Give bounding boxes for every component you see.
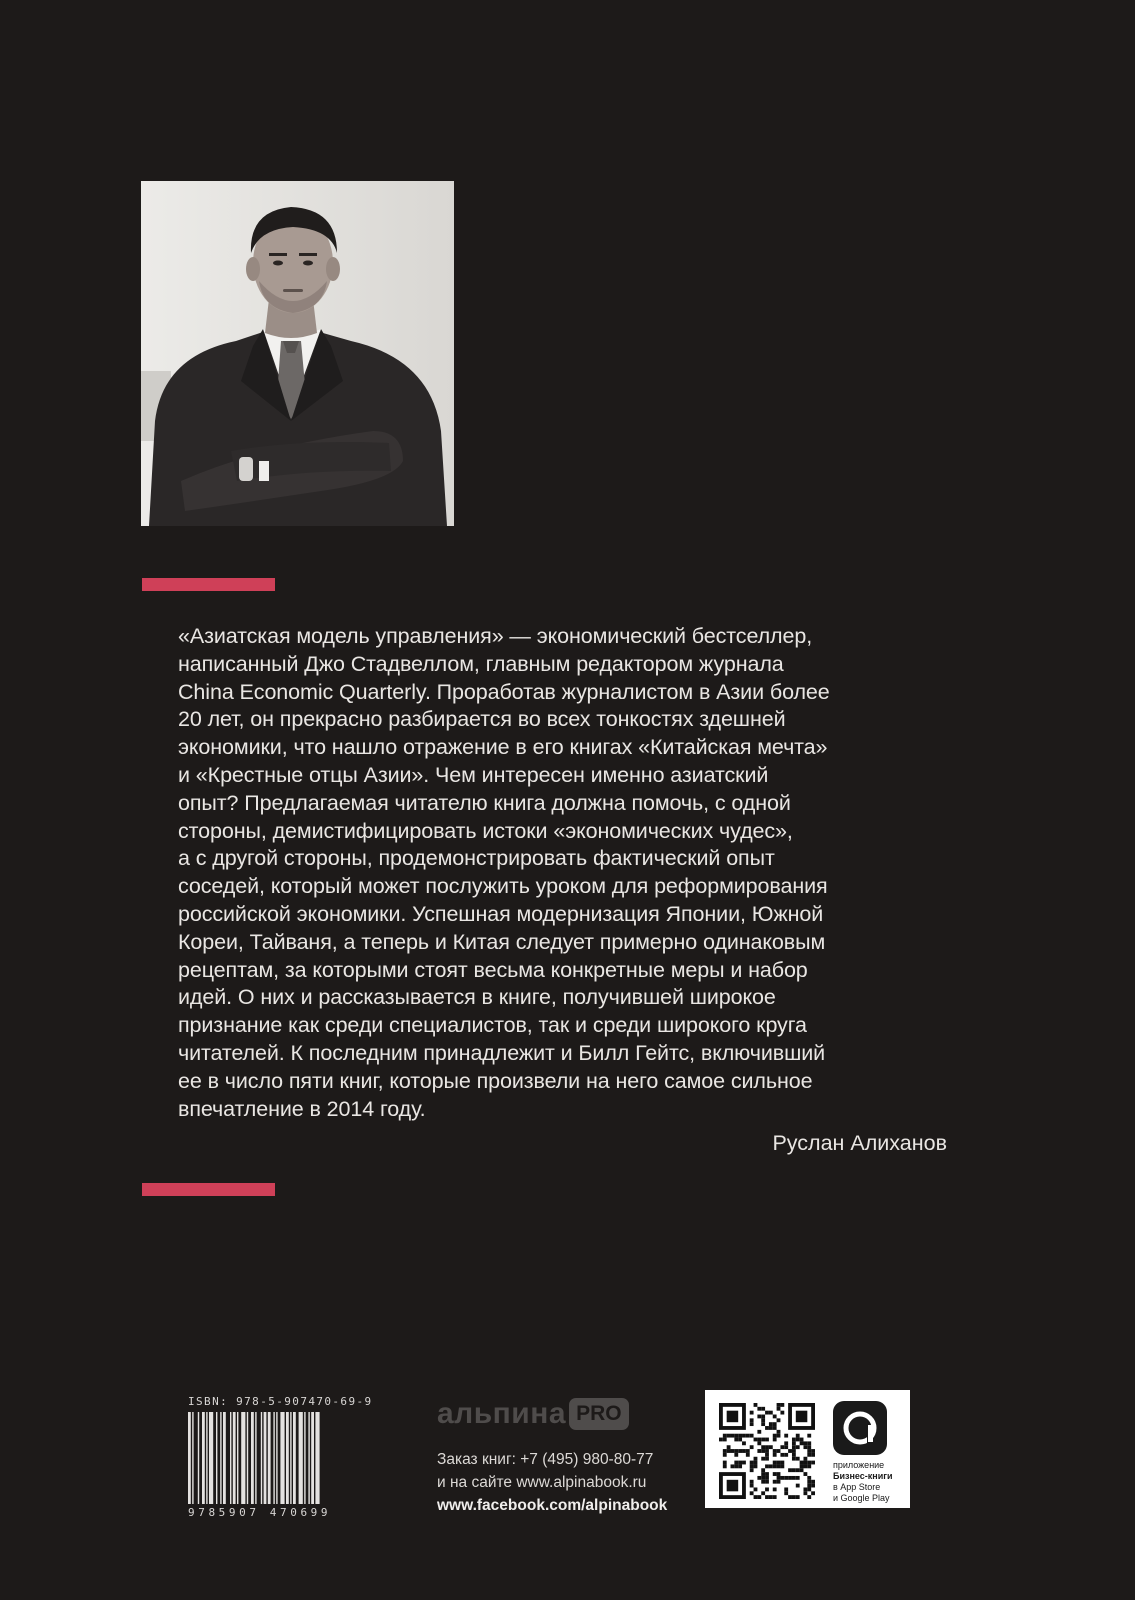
qr-module: [738, 1449, 742, 1453]
qr-module: [773, 1453, 777, 1457]
qr-module: [750, 1411, 754, 1415]
qr-module: [742, 1441, 746, 1445]
qr-module: [773, 1422, 777, 1426]
qr-module: [754, 1438, 758, 1442]
barcode-bar: [311, 1412, 314, 1504]
qr-module: [731, 1449, 735, 1453]
app-name: Бизнес-книги: [833, 1471, 893, 1481]
qr-module: [777, 1430, 781, 1434]
barcode-bar: [230, 1412, 231, 1504]
qr-module: [769, 1445, 773, 1449]
qr-module: [761, 1415, 765, 1419]
qr-module: [719, 1438, 723, 1442]
qr-module: [769, 1411, 773, 1415]
qr-module: [723, 1453, 727, 1457]
qr-module: [780, 1403, 784, 1407]
qr-module: [784, 1487, 788, 1491]
qr-module: [796, 1411, 808, 1423]
qr-module: [761, 1422, 765, 1426]
alpina-logo-icon: [841, 1409, 879, 1447]
blurb-line: написанный Джо Стадвеллом, главным редактором журнала: [178, 651, 784, 676]
qr-module: [777, 1461, 781, 1465]
qr-module: [738, 1464, 742, 1468]
barcode-bar: [198, 1412, 199, 1504]
qr-module: [723, 1464, 727, 1468]
qr-module: [765, 1472, 769, 1476]
qr-module: [792, 1438, 796, 1442]
app-promo: [705, 1390, 910, 1508]
blurb-line: рецептам, за которыми стоят весьма конкретные меры и набор: [178, 957, 808, 982]
qr-module: [807, 1461, 811, 1465]
qr-module: [807, 1445, 811, 1449]
blurb-line: ее в число пяти книг, которые произвели на него самое сильное: [178, 1068, 813, 1093]
qr-module: [750, 1434, 754, 1438]
qr-module: [784, 1445, 788, 1449]
qr-module: [765, 1453, 769, 1457]
qr-module: [738, 1461, 742, 1465]
app-caption: [833, 1460, 908, 1504]
qr-module: [807, 1464, 811, 1468]
qr-module: [765, 1457, 769, 1461]
barcode-bar: [286, 1412, 289, 1504]
qr-module: [777, 1472, 781, 1476]
qr-module: [765, 1411, 769, 1415]
barcode-bar: [237, 1412, 238, 1504]
qr-module: [777, 1464, 781, 1468]
qr-module: [773, 1461, 777, 1465]
facebook-link[interactable]: www.facebook.com/alpinabook: [437, 1497, 668, 1514]
blurb-line: 20 лет, он прекрасно разбирается во всех тонкостях здешней: [178, 707, 786, 732]
qr-module: [788, 1495, 792, 1499]
barcode-bar: [264, 1412, 267, 1504]
qr-module: [811, 1449, 815, 1453]
blurb-line: и «Крестные отцы Азии». Чем интересен именно азиатский: [178, 762, 769, 787]
qr-module: [773, 1415, 777, 1419]
qr-module: [807, 1480, 811, 1484]
qr-module: [734, 1461, 738, 1465]
qr-module: [796, 1457, 800, 1461]
publisher-logo: [437, 1397, 687, 1431]
qr-module: [792, 1476, 796, 1480]
qr-module: [765, 1487, 769, 1491]
barcode-bar: [233, 1412, 236, 1504]
qr-module: [761, 1476, 765, 1480]
barcode-bar: [308, 1412, 309, 1504]
qr-module: [757, 1449, 761, 1453]
accent-bar-bottom: [142, 1183, 275, 1196]
barcode-bar: [192, 1412, 193, 1504]
publisher-name: альпина: [437, 1397, 567, 1430]
qr-module: [811, 1461, 815, 1465]
barcode-bar: [255, 1412, 256, 1504]
qr-module: [757, 1430, 761, 1434]
barcode-bar: [290, 1412, 291, 1504]
blurb-line: читателей. К последним принадлежит и Билл Гейтс, включивший: [178, 1040, 826, 1065]
qr-module: [780, 1464, 784, 1468]
barcode-bar: [247, 1412, 248, 1504]
qr-module: [754, 1457, 758, 1461]
qr-module: [761, 1480, 765, 1484]
qr-module: [723, 1434, 727, 1438]
qr-module: [765, 1449, 769, 1453]
qr-module: [803, 1472, 807, 1476]
qr-module: [769, 1422, 773, 1426]
qr-module: [727, 1434, 731, 1438]
qr-module: [761, 1445, 765, 1449]
qr-module: [800, 1461, 804, 1465]
blurb-line: China Economic Quarterly. Проработав журналистом в Азии более: [178, 679, 830, 704]
qr-module: [746, 1434, 750, 1438]
qr-module: [792, 1495, 796, 1499]
blurb-line: соседей, который может послужить уроком для реформирования: [178, 874, 828, 899]
qr-module: [750, 1484, 754, 1488]
qr-module: [765, 1464, 769, 1468]
barcode-bar: [280, 1412, 284, 1504]
qr-module: [803, 1457, 807, 1461]
qr-module: [723, 1461, 727, 1465]
qr-module: [792, 1457, 796, 1461]
qr-module: [769, 1426, 773, 1430]
qr-module: [734, 1438, 738, 1442]
qr-module: [769, 1464, 773, 1468]
qr-module: [754, 1464, 758, 1468]
qr-module: [796, 1468, 800, 1472]
qr-module: [765, 1438, 769, 1442]
qr-module: [780, 1445, 784, 1449]
qr-module: [800, 1438, 804, 1442]
qr-module: [773, 1480, 777, 1484]
qr-module: [792, 1468, 796, 1472]
blurb-line: идей. О них и рассказывается в книге, получившей широкое: [178, 985, 776, 1010]
blurb-line: впечатление в 2014 году.: [178, 1096, 426, 1121]
isbn-block: [188, 1395, 383, 1519]
qr-module: [750, 1491, 754, 1495]
blurb-line: а с другой стороны, продемонстрировать фактический опыт: [178, 846, 775, 871]
blurb-text: [178, 623, 958, 1123]
app-icon[interactable]: [833, 1401, 887, 1455]
qr-module: [792, 1453, 796, 1457]
barcode-bar: [241, 1412, 245, 1504]
isbn-label: ISBN: 978-5-907470-69-9: [188, 1395, 373, 1408]
qr-module: [784, 1453, 788, 1457]
publisher-badge: PRO: [569, 1398, 629, 1430]
barcode-bar: [299, 1412, 303, 1504]
barcode-bar: [315, 1412, 319, 1504]
qr-module: [773, 1434, 777, 1438]
qr-module: [738, 1438, 742, 1442]
qr-module: [727, 1411, 739, 1423]
qr-module: [784, 1476, 788, 1480]
qr-module: [761, 1491, 765, 1495]
blurb-line: Кореи, Тайваня, а теперь и Китая следует примерно одинаковым: [178, 929, 826, 954]
qr-module: [780, 1461, 784, 1465]
qr-module: [777, 1418, 781, 1422]
qr-module: [750, 1418, 754, 1422]
qr-module: [807, 1441, 811, 1445]
qr-module: [757, 1441, 761, 1445]
app-caption-line: приложение: [833, 1460, 885, 1470]
barcode-bar: [261, 1412, 262, 1504]
qr-module: [807, 1453, 811, 1457]
qr-module: [754, 1495, 758, 1499]
blurb-line: «Азиатская модель управления» — экономический бестселлер,: [178, 624, 813, 648]
barcode-bar: [188, 1412, 191, 1504]
barcode-bar: [209, 1412, 213, 1504]
qr-module: [773, 1487, 777, 1491]
qr-module: [765, 1426, 769, 1430]
barcode: [188, 1412, 383, 1504]
accent-bar-top: [142, 578, 275, 591]
qr-module: [734, 1453, 738, 1457]
qr-module: [765, 1495, 769, 1499]
qr-module: [800, 1464, 804, 1468]
qr-module: [803, 1441, 807, 1445]
qr-module: [734, 1464, 738, 1468]
qr-module: [757, 1495, 761, 1499]
qr-module: [811, 1480, 815, 1484]
qr-module: [734, 1449, 738, 1453]
qr-module: [765, 1480, 769, 1484]
qr-module: [773, 1438, 777, 1442]
barcode-bar: [216, 1412, 217, 1504]
qr-module: [742, 1461, 746, 1465]
qr-module: [800, 1441, 804, 1445]
qr-module: [727, 1480, 739, 1492]
qr-module: [731, 1464, 735, 1468]
qr-module: [807, 1484, 811, 1488]
qr-module: [777, 1403, 781, 1407]
barcode-bar: [202, 1412, 205, 1504]
barcode-bar: [304, 1412, 305, 1504]
qr-module: [792, 1441, 796, 1445]
qr-module: [811, 1453, 815, 1457]
qr-module: [777, 1480, 781, 1484]
qr-module: [784, 1441, 788, 1445]
qr-module: [757, 1476, 761, 1480]
qr-module: [807, 1476, 811, 1480]
qr-module: [796, 1438, 800, 1442]
qr-module: [807, 1434, 811, 1438]
qr-module: [784, 1491, 788, 1495]
qr-module: [761, 1472, 765, 1476]
qr-module: [780, 1411, 784, 1415]
app-caption-line: и Google Play: [833, 1493, 890, 1503]
qr-module: [773, 1472, 777, 1476]
barcode-bar: [273, 1412, 274, 1504]
qr-module: [750, 1422, 754, 1426]
qr-module: [811, 1484, 815, 1488]
qr-module: [773, 1495, 777, 1499]
qr-module: [731, 1434, 735, 1438]
qr-module: [761, 1449, 765, 1453]
qr-module: [811, 1491, 815, 1495]
qr-module: [723, 1438, 727, 1442]
qr-module: [750, 1464, 754, 1468]
qr-module: [761, 1407, 765, 1411]
barcode-bar: [220, 1412, 221, 1504]
qr-module: [761, 1457, 765, 1461]
qr-module: [754, 1461, 758, 1465]
qr-module: [742, 1434, 746, 1438]
website-line: и на сайте www.alpinabook.ru: [437, 1474, 647, 1491]
qr-module: [784, 1434, 788, 1438]
qr-module: [777, 1407, 781, 1411]
qr-module: [807, 1487, 811, 1491]
qr-module: [807, 1495, 811, 1499]
qr-module: [750, 1461, 754, 1465]
qr-module: [727, 1449, 731, 1453]
qr-module: [750, 1445, 754, 1449]
review-signature: Руслан Алиханов: [772, 1131, 947, 1155]
qr-module: [792, 1445, 796, 1449]
order-phone: Заказ книг: +7 (495) 980-80-77: [437, 1451, 654, 1468]
qr-module: [792, 1449, 796, 1453]
app-caption-line: в App Store: [833, 1482, 881, 1492]
qr-module: [780, 1453, 784, 1457]
qr-module: [746, 1453, 750, 1457]
qr-module: [780, 1476, 784, 1480]
qr-module: [757, 1438, 761, 1442]
isbn-digits: 9785907 470699: [188, 1506, 332, 1519]
qr-code[interactable]: [719, 1403, 815, 1499]
qr-module: [803, 1461, 807, 1465]
qr-module: [761, 1438, 765, 1442]
qr-module: [807, 1449, 811, 1453]
qr-module: [761, 1418, 765, 1422]
qr-module: [777, 1434, 781, 1438]
qr-module: [765, 1476, 769, 1480]
blurb-line: опыт? Предлагаемая читателю книга должна помочь, с одной: [178, 790, 791, 815]
barcode-bar: [276, 1412, 277, 1504]
qr-module: [769, 1495, 773, 1499]
qr-module: [788, 1476, 792, 1480]
barcode-bar: [268, 1412, 271, 1504]
author-portrait: [141, 181, 454, 526]
qr-module: [754, 1487, 758, 1491]
qr-module: [777, 1476, 781, 1480]
qr-module: [796, 1434, 800, 1438]
qr-module: [803, 1445, 807, 1449]
qr-module: [734, 1434, 738, 1438]
qr-module: [773, 1464, 777, 1468]
qr-module: [788, 1468, 792, 1472]
qr-module: [757, 1407, 761, 1411]
qr-module: [803, 1487, 807, 1491]
qr-module: [757, 1415, 761, 1419]
qr-module: [773, 1449, 777, 1453]
qr-module: [750, 1468, 754, 1472]
qr-module: [750, 1480, 754, 1484]
qr-module: [761, 1468, 765, 1472]
blurb-line: экономики, что нашло отражение в его книгах «Китайская мечта»: [178, 735, 828, 760]
barcode-bar: [223, 1412, 226, 1504]
qr-module: [738, 1434, 742, 1438]
qr-module: [803, 1464, 807, 1468]
blurb-line: стороны, демистифицировать истоки «экономических чудес»,: [178, 818, 793, 843]
qr-module: [723, 1449, 727, 1453]
qr-module: [777, 1449, 781, 1453]
publisher-info: [437, 1397, 687, 1517]
blurb-line: признание как среди специалистов, так и среди широкого круга: [178, 1013, 807, 1038]
qr-module: [727, 1445, 731, 1449]
barcode-bar: [251, 1412, 254, 1504]
barcode-bar: [293, 1412, 296, 1504]
qr-module: [796, 1495, 800, 1499]
qr-module: [746, 1449, 750, 1453]
qr-module: [742, 1449, 746, 1453]
qr-module: [800, 1468, 804, 1472]
qr-module: [788, 1449, 792, 1453]
qr-module: [754, 1403, 758, 1407]
qr-module: [803, 1491, 807, 1495]
barcode-bar: [206, 1412, 207, 1504]
blurb-line: российской экономики. Успешная модернизация Японии, Южной: [178, 901, 824, 926]
qr-module: [773, 1426, 777, 1430]
qr-module: [796, 1445, 800, 1449]
qr-module: [796, 1484, 800, 1488]
qr-module: [765, 1445, 769, 1449]
qr-module: [796, 1476, 800, 1480]
